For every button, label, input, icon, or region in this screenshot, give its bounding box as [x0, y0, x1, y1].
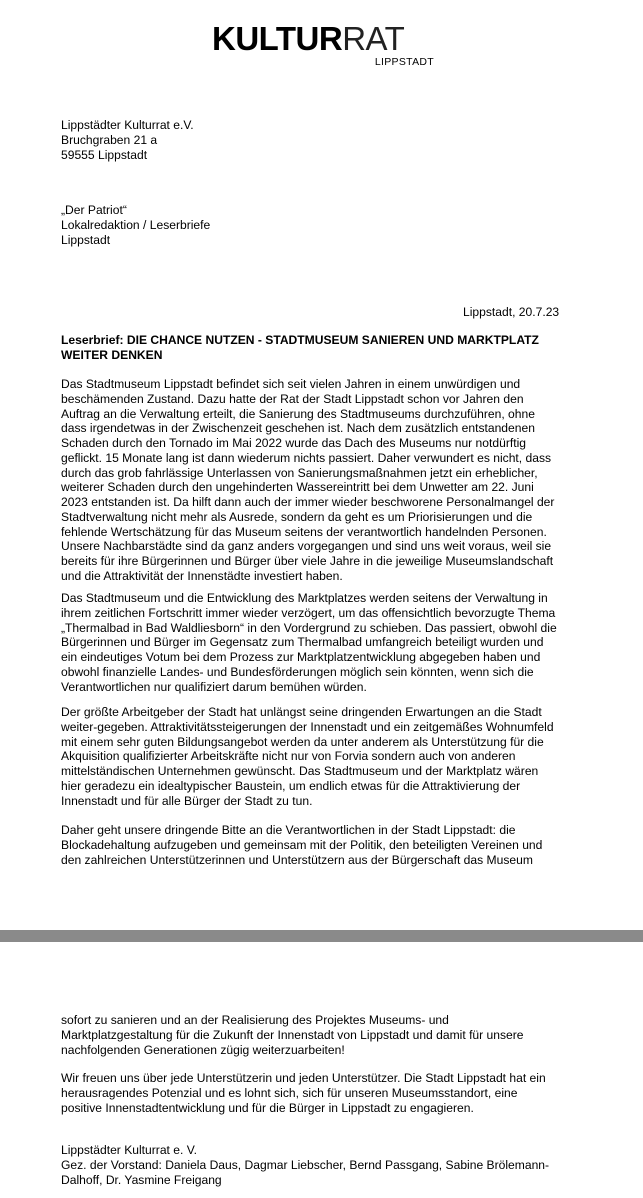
signature-line: Dalhoff, Dr. Yasmine Freigang	[61, 1172, 222, 1187]
text-line: obwohl finanzielle Landes- und Bundesförderungen möglich sein könnten, wenn sich die	[61, 664, 534, 679]
text-line: Der größte Arbeitgeber der Stadt hat unlängst seine dringenden Erwartungen an die Stadt	[61, 705, 542, 719]
signature-block	[61, 1143, 581, 1187]
text-line: 2023 entstanden ist. Da hilft dann auch der immer wieder beschworene Personalmangel der	[61, 495, 555, 509]
letter-subject	[61, 333, 581, 363]
signature-line: Lippstädter Kulturrat e. V.	[61, 1143, 198, 1157]
sender-line: Lippstädter Kulturrat e.V.	[61, 118, 194, 132]
text-line: mit einem sehr guten Bildungsangebot werden da unter anderem als Unterstützung für die	[61, 734, 544, 749]
text-line: beschämenden Zustand. Dazu hatte der Rat der Stadt Lippstadt schon vor Jahren den	[61, 391, 524, 406]
text-line: weiter-gegeben. Attraktivitätssteigerungen der Innenstadt und ein zeitgemäßes Wohnumfeld	[61, 719, 554, 734]
subject-line: WEITER DENKEN	[61, 348, 163, 362]
recipient-address	[61, 203, 210, 248]
page-break-divider	[0, 930, 643, 942]
text-line: geflickt. 15 Monate lang ist dann wiederum nichts passiert. Daher verwundert es nicht, dass	[61, 450, 552, 465]
text-line: und die Attraktivität der Innenstädte investiert haben.	[61, 568, 343, 583]
text-line: dass irgendetwas in der Zwischenzeit geschehen ist. Nach dem zusätzlich entstandenen	[61, 421, 535, 436]
text-line: ihrem zeitlichen Fortschritt immer wieder verzögert, um das offensichtlich bevorzugte Thema	[61, 605, 556, 620]
text-line: Das Stadtmuseum Lippstadt befindet sich seit vielen Jahren in einem unwürdigen und	[61, 377, 521, 391]
text-line: Stadtverwaltung nicht mehr als Ausrede, sondern da geht es um Priorisierungen und die	[61, 509, 533, 524]
text-line: hier geradezu ein idealtypischer Baustein, um endlich etwas für die Attraktivierung der	[61, 778, 521, 793]
text-line: Wir freuen uns über jede Unterstützerin und jeden Unterstützer. Die Stadt Lippstadt hat ein	[61, 1071, 546, 1085]
logo-wordmark	[212, 22, 404, 56]
sender-line: Bruchgraben 21 a	[61, 133, 158, 147]
logo-light-text: RAT	[342, 20, 405, 57]
text-line: sofort zu sanieren und an der Realisierung des Projektes Museums- und	[61, 1013, 449, 1027]
text-line: Das Stadtmuseum und die Entwicklung des Marktplatzes werden seitens der Verwaltung in	[61, 591, 548, 605]
text-line: den zahlreichen Unterstützerinnen und Unterstützern aus der Bürgerschaft das Museum	[61, 852, 533, 867]
sender-line: 59555 Lippstadt	[61, 148, 148, 162]
letter-date: Lippstadt, 20.7.23	[463, 305, 560, 319]
text-line: „Thermalbad in Bad Waldliesborn“ in den Vordergrund zu schieben. Das passiert, obwohl die	[61, 620, 557, 635]
text-line: ein eindeutiges Votum bei dem Prozess zur Marktplatzentwicklung abgegeben haben und	[61, 650, 541, 664]
logo-city: LIPPSTADT	[374, 56, 434, 68]
text-line: Schaden durch den Tornado im Mai 2022 wurde das Dach des Museums nur notdürftig	[61, 436, 526, 450]
text-line: Innenstadt und für alle Bürger der Stadt zu tun.	[61, 793, 313, 808]
text-line: Verantwortlichen nur qualifiziert darum bemühen würden.	[61, 679, 367, 694]
logo-bold-text: KULTUR	[212, 20, 343, 57]
text-line: Unsere Nachbarstädte sind da ganz anders vorgegangen und sind uns weit voraus, weil sie	[61, 539, 552, 554]
text-line: Marktplatzgestaltung für die Zukunft der Innenstadt von Lippstadt und damit für unsere	[61, 1027, 524, 1042]
paragraph-3	[61, 705, 581, 808]
kulturrat-logo	[212, 22, 442, 74]
text-line: Daher geht unsere dringende Bitte an die Verantwortlichen in der Stadt Lippstadt: die	[61, 823, 516, 837]
paragraph-5	[61, 1013, 581, 1057]
text-line: Auftrag an die Verwaltung erteilt, die Sanierung des Stadtmuseums durchzuführen, ohne	[61, 406, 535, 421]
paragraph-1	[61, 377, 581, 584]
text-line: herausragendes Potenzial und es lohnt sich, sich für unseren Museumsstandort, eine	[61, 1085, 518, 1100]
recipient-line: „Der Patriot“	[61, 203, 127, 217]
text-line: Blockadehaltung aufzugeben und gemeinsam mit der Politik, den beteiligten Vereinen und	[61, 837, 543, 852]
text-line: bereits für ihre Bürgerinnen und Bürger über viele Jahre in die jeweilige Museumslandschaft	[61, 554, 554, 568]
paragraph-6	[61, 1071, 581, 1115]
paragraph-2	[61, 591, 581, 694]
recipient-line: Lokalredaktion / Leserbriefe	[61, 218, 211, 232]
signature-line: Gez. der Vorstand: Daniela Daus, Dagmar Liebscher, Bernd Passgang, Sabine Brölemann-	[61, 1157, 550, 1172]
text-line: Bürgerinnen und Bürger im Gegensatz zum Thermalbad umfangreich beteiligt wurden und	[61, 635, 544, 650]
text-line: Akquisition qualifizierter Arbeitskräfte nicht nur von Forvia sondern auch von anderen	[61, 749, 516, 764]
text-line: fehlende Wertschätzung für das Museum seitens der verantwortlich handelnden Personen.	[61, 524, 547, 539]
text-line: mittelständischen Unternehmen gewünscht. Das Stadtmuseum und der Marktplatz wären	[61, 764, 539, 778]
sender-address	[61, 118, 194, 163]
text-line: durch das grob fahrlässige Unterlassen von Sanierungsmaßnahmen jetzt ein erheblicher,	[61, 465, 538, 480]
text-line: weiterer Schaden durch den ungehinderten Wassereintritt bei dem Unwetter am 22. Juni	[61, 480, 534, 495]
paragraph-4	[61, 823, 581, 867]
recipient-line: Lippstadt	[61, 233, 111, 247]
text-line: positive Innenstadtentwicklung und für die Bürger in Lippstadt zu engagieren.	[61, 1100, 474, 1115]
text-line: nachfolgenden Generationen zügig weiterzuarbeiten!	[61, 1042, 345, 1057]
subject-line: Leserbrief: DIE CHANCE NUTZEN - STADTMUSEUM SANIEREN UND MARKTPLATZ	[61, 333, 539, 347]
